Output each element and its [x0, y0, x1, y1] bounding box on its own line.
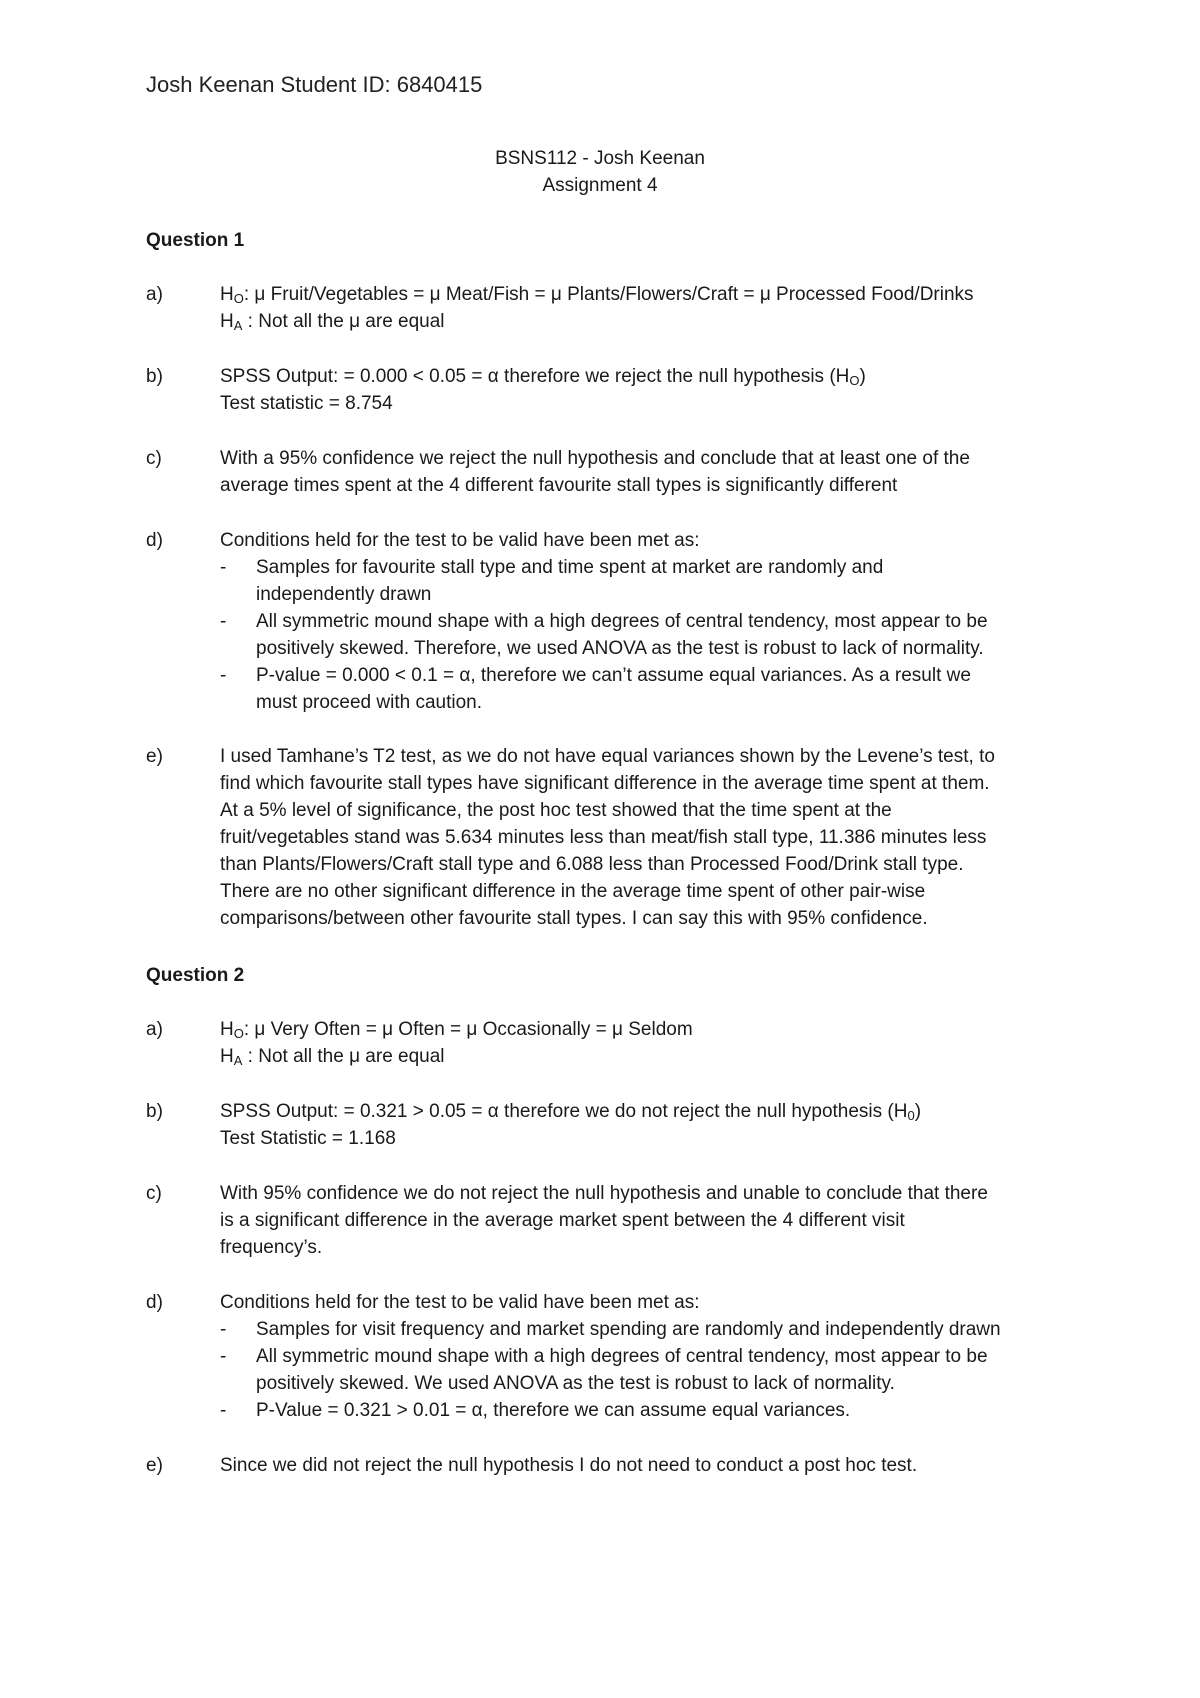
q2-part-d-line0: d) Conditions held for the test to be valid have been met as: [146, 1292, 700, 1313]
q1-d-bullet1-line1: Samples for favourite stall type and time spent at market are randomly and [256, 557, 884, 578]
q1-part-a-line1: a) $H_O$: μ Fruit/Vegetables = μ Meat/Fish = μ Plants/Flowers/Craft = μ Processed Food/Drinks [146, 284, 974, 306]
q1-d-bullet3-line1: P-value = 0.000 < 0.1 = α, therefore we can’t assume equal variances. As a result we [256, 665, 971, 686]
q1-d-bullet2-line1: All symmetric mound shape with a high degrees of central tendency, most appear to be [256, 611, 988, 632]
q1-part-b-line1: b) SPSS Output: = 0.000 < 0.05 = α therefore we reject the null hypothesis $(H_O)$ [146, 366, 866, 388]
q2-part-a-line2: $H_A$ : Not all the μ are equal [220, 1046, 445, 1068]
q1-part-a-line2: $H_A$ : Not all the μ are equal [220, 311, 445, 333]
bullet-dash: - [220, 1400, 227, 1421]
q2-part-c-line1: c) With 95% confidence we do not reject the null hypothesis and unable to conclude that there [146, 1183, 988, 1204]
q2-d-bullet1: Samples for visit frequency and market spending are randomly and independently drawn [256, 1319, 1001, 1340]
q2-part-c-line3: frequency’s. [220, 1237, 323, 1258]
bullet-dash: - [220, 1346, 227, 1367]
q1-part-e-line1: e) I used Tamhane’s T2 test, as we do not have equal variances shown by the Levene’s test, to [146, 746, 995, 767]
question-1-heading: Question 1 [146, 230, 245, 251]
q1-part-b-line2: Test statistic = 8.754 [220, 393, 393, 414]
q1-part-d-line0: d) Conditions held for the test to be valid have been met as: [146, 530, 700, 551]
q1-part-e-line3: At a 5% level of significance, the post hoc test showed that the time spent at the [220, 800, 892, 821]
page-header: Josh Keenan Student ID: 6840415 [146, 72, 483, 97]
q1-part-c-line1: c) With a 95% confidence we reject the null hypothesis and conclude that at least one of the [146, 448, 970, 469]
q1-part-e-line6: There are no other significant difference in the average time spent of other pair-wise [220, 881, 926, 902]
q1-part-e-line2: find which favourite stall types have significant difference in the average time spent at them. [220, 773, 990, 794]
q1-part-e-line7: comparisons/between other favourite stall types. I can say this with 95% confidence. [220, 908, 928, 929]
q2-d-bullet2-line1: All symmetric mound shape with a high degrees of central tendency, most appear to be [256, 1346, 988, 1367]
q1-d-bullet1-line2: independently drawn [256, 584, 432, 605]
q1-part-e-line5: than Plants/Flowers/Craft stall type and 6.088 less than Processed Food/Drink stall type. [220, 854, 964, 875]
q2-part-b-line2: Test Statistic = 1.168 [220, 1128, 396, 1149]
q2-d-bullet2-line2: positively skewed. We used ANOVA as the test is robust to lack of normality. [256, 1373, 895, 1394]
q2-d-bullet3: P-Value = 0.321 > 0.01 = α, therefore we can assume equal variances. [256, 1400, 851, 1421]
q1-part-c-line2: average times spent at the 4 different favourite stall types is significantly different [220, 475, 898, 496]
q1-part-e-line4: fruit/vegetables stand was 5.634 minutes less than meat/fish stall type, 11.386 minutes less [220, 827, 987, 848]
bullet-dash: - [220, 665, 227, 686]
q2-part-b-line1: b) SPSS Output: = 0.321 > 0.05 = α therefore we do not reject the null hypothesis $(H_0)$ [146, 1101, 922, 1123]
bullet-dash: - [220, 557, 227, 578]
q2-part-a-line1: a) $H_O$: μ Very Often = μ Often = μ Occasionally = μ Seldom [146, 1019, 693, 1041]
assignment-title: Assignment 4 [542, 175, 658, 196]
q1-d-bullet2-line2: positively skewed. Therefore, we used ANOVA as the test is robust to lack of normality. [256, 638, 984, 659]
bullet-dash: - [220, 1319, 227, 1340]
bullet-dash: - [220, 611, 227, 632]
q2-part-e-line1: e) Since we did not reject the null hypothesis I do not need to conduct a post hoc test. [146, 1455, 918, 1476]
question-2-heading: Question 2 [146, 965, 245, 986]
q1-d-bullet3-line2: must proceed with caution. [256, 692, 483, 713]
course-title: BSNS112 - Josh Keenan [495, 148, 705, 169]
q2-part-c-line2: is a significant difference in the average market spent between the 4 different visit [220, 1210, 905, 1231]
